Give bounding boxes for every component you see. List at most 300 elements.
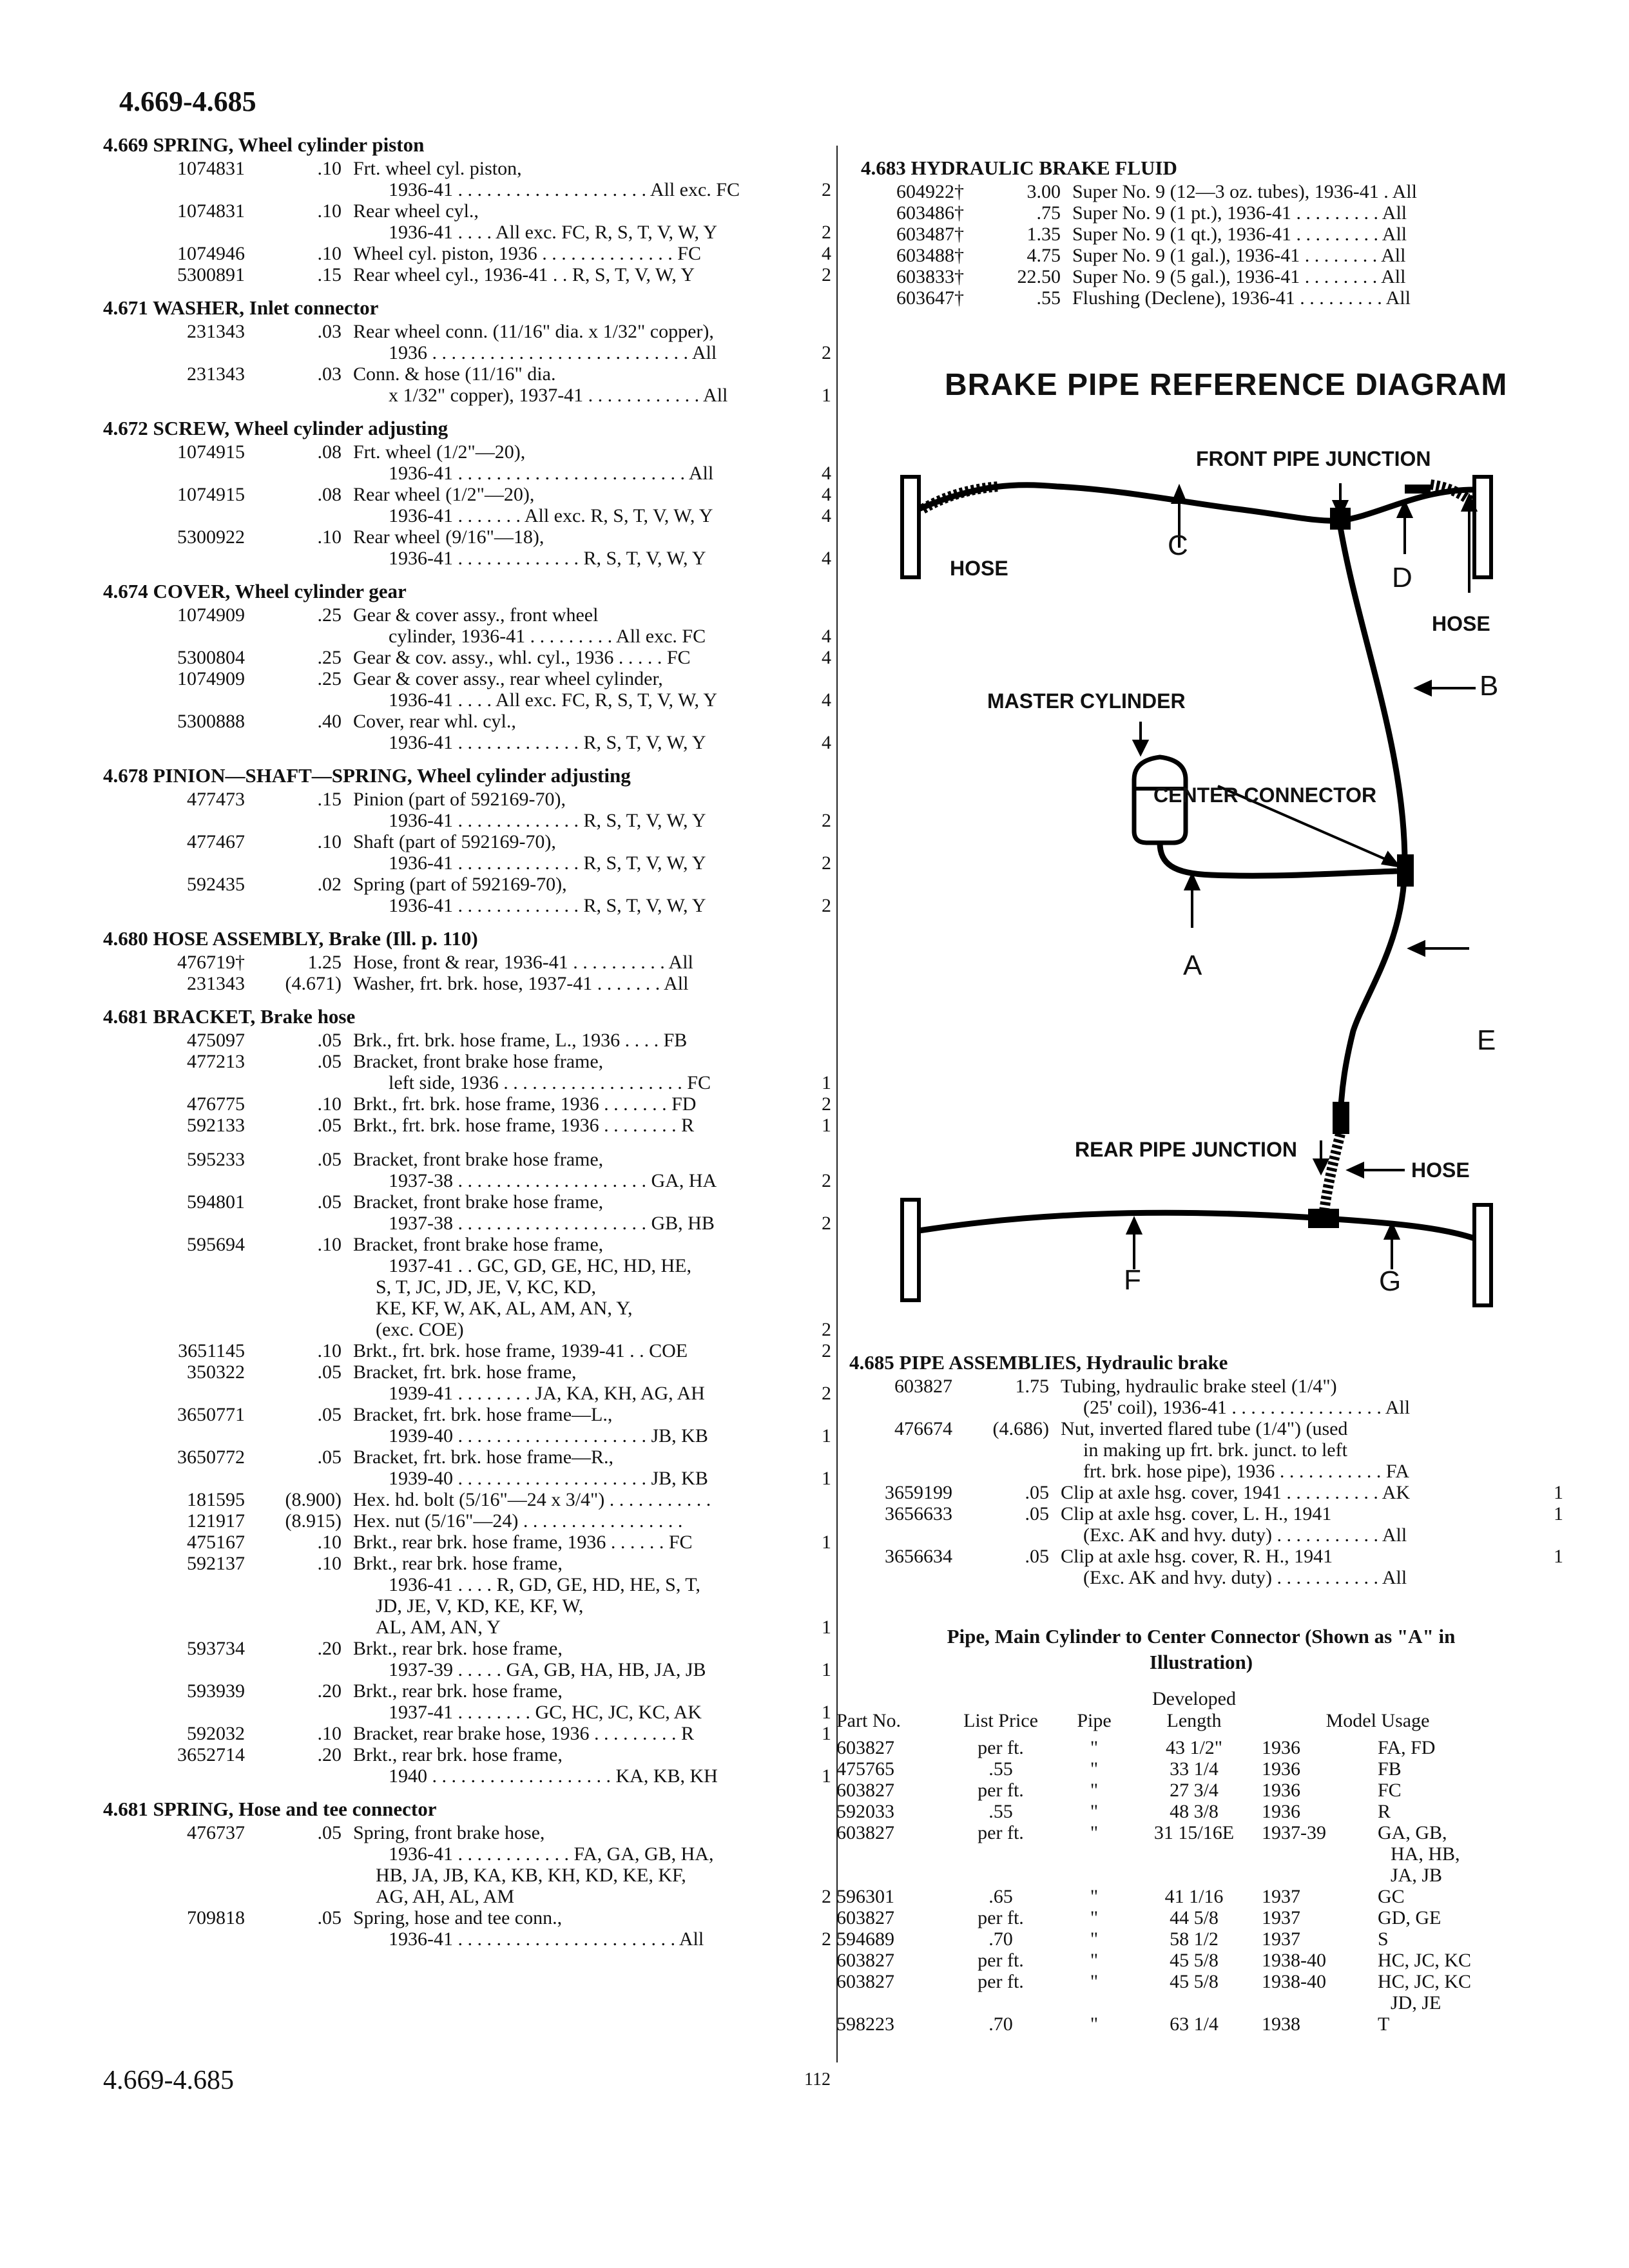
list-price: per ft. bbox=[978, 1822, 1024, 1843]
list-price: .20 bbox=[317, 1638, 342, 1659]
part-number: 3652714 bbox=[177, 1744, 245, 1765]
pipe-table-row bbox=[836, 1907, 1494, 1928]
description-line: Frt. wheel cyl. piston, bbox=[353, 158, 522, 179]
part-entry bbox=[103, 1680, 831, 1723]
part-number: 709818 bbox=[187, 1907, 245, 1928]
list-price: .25 bbox=[317, 604, 342, 626]
part-description bbox=[342, 321, 800, 363]
description-line: 1936-41 . . . . . . . . . . . . . . . . . . . . . . . All bbox=[389, 1928, 704, 1950]
developed-length: 45 5/8 bbox=[1170, 1971, 1219, 1992]
part-number: 477473 bbox=[187, 789, 245, 810]
list-price: .55 bbox=[1036, 287, 1061, 309]
description-line: Brkt., rear brk. hose frame, bbox=[353, 1638, 563, 1659]
description-line: Brkt., frt. brk. hose frame, 1936 . . . . . . . FD bbox=[353, 1093, 697, 1115]
description-line: Wheel cyl. piston, 1936 . . . . . . . . . . . . . . FC bbox=[353, 243, 701, 264]
part-number: 5300891 bbox=[177, 264, 245, 285]
pipe-ditto: " bbox=[1090, 1737, 1099, 1758]
label-hose-left: HOSE bbox=[950, 557, 1008, 580]
label-f: F bbox=[1124, 1264, 1141, 1296]
list-price: .10 bbox=[317, 526, 342, 548]
description-line: KE, KF, W, AK, AL, AM, AN, Y, bbox=[376, 1298, 633, 1319]
part-entry bbox=[103, 363, 831, 406]
description-line: Flushing (Declene), 1936-41 . . . . . . . . . All bbox=[1072, 287, 1411, 309]
pipe-ditto: " bbox=[1090, 1950, 1099, 1971]
quantity: 4 bbox=[822, 243, 831, 264]
part-entry bbox=[849, 1546, 1563, 1588]
part-number: 231343 bbox=[187, 973, 245, 994]
part-number: 3651145 bbox=[178, 1340, 245, 1361]
front-axle-pipe bbox=[919, 485, 1474, 521]
part-entry bbox=[849, 1376, 1563, 1418]
label-front-pipe-junction: FRONT PIPE JUNCTION bbox=[1196, 447, 1431, 470]
model-year: 1937 bbox=[1262, 1907, 1300, 1928]
part-entry bbox=[103, 831, 831, 874]
description-line: Hex. hd. bolt (5/16"—24 x 3/4") . . . . . . . . . . . bbox=[353, 1489, 711, 1510]
list-price: .10 bbox=[317, 243, 342, 264]
list-price: .40 bbox=[317, 711, 342, 732]
description-line: 1939-40 . . . . . . . . . . . . . . . . . . . . JB, KB bbox=[389, 1468, 708, 1489]
list-price: .10 bbox=[317, 1723, 342, 1744]
part-description bbox=[1061, 202, 1531, 224]
pipe-table-row bbox=[836, 1886, 1494, 1907]
list-price: 1.35 bbox=[1027, 224, 1061, 245]
page-number: 112 bbox=[804, 2070, 831, 2090]
part-description bbox=[342, 526, 800, 569]
part-number: 592133 bbox=[187, 1115, 245, 1136]
model-usage-line: GA, GB, bbox=[1378, 1822, 1447, 1843]
list-price: .05 bbox=[1025, 1546, 1049, 1567]
description-line: 1937-38 . . . . . . . . . . . . . . . . . . . . GB, HB bbox=[389, 1213, 715, 1234]
part-entry bbox=[103, 1234, 831, 1340]
part-entry bbox=[103, 973, 831, 994]
pipe-table bbox=[836, 1688, 1494, 2035]
part-description bbox=[342, 604, 800, 647]
list-price: .25 bbox=[317, 668, 342, 689]
model-usage-line: JA, JB bbox=[1391, 1865, 1443, 1886]
part-number: 231343 bbox=[187, 321, 245, 342]
list-price: .10 bbox=[317, 1532, 342, 1553]
description-line: JD, JE, V, KD, KE, KF, W, bbox=[376, 1595, 584, 1617]
section-title: 4.680 HOSE ASSEMBLY, Brake (Ill. p. 110) bbox=[103, 927, 478, 950]
part-entry bbox=[103, 321, 831, 363]
part-number: 350322 bbox=[187, 1361, 245, 1383]
list-price: .55 bbox=[988, 1801, 1013, 1822]
part-number: 476674 bbox=[894, 1418, 952, 1439]
list-price: (8.915) bbox=[285, 1510, 342, 1532]
developed-length: 41 1/16 bbox=[1164, 1886, 1224, 1907]
model-usage-line: JD, JE bbox=[1391, 1992, 1441, 2013]
description-line: Bracket, front brake hose frame, bbox=[353, 1234, 604, 1255]
part-entry bbox=[103, 1340, 831, 1361]
developed-length: 63 1/4 bbox=[1170, 2013, 1219, 2035]
part-entry bbox=[103, 1191, 831, 1234]
label-c: C bbox=[1168, 530, 1188, 561]
part-description bbox=[1061, 287, 1531, 309]
description-line: Super No. 9 (12—3 oz. tubes), 1936-41 . All bbox=[1072, 181, 1417, 202]
part-number: 592435 bbox=[187, 874, 245, 895]
quantity: 2 bbox=[822, 1093, 831, 1115]
part-description bbox=[342, 1051, 800, 1093]
part-entry bbox=[103, 668, 831, 711]
part-entry bbox=[103, 1361, 831, 1404]
part-number: 3659199 bbox=[885, 1482, 952, 1503]
description-line: 1936-41 . . . . . . . . . . . . . R, S, T, V, W, Y bbox=[389, 895, 706, 916]
model-usage-line: HC, JC, KC bbox=[1378, 1971, 1472, 1992]
model-usage-line: FB bbox=[1378, 1758, 1402, 1780]
model-usage bbox=[1378, 1950, 1494, 1971]
quantity: 1 bbox=[822, 1425, 831, 1446]
quantity: 1 bbox=[822, 385, 831, 406]
part-number: 593734 bbox=[187, 1638, 245, 1659]
description-line: Frt. wheel (1/2"—20), bbox=[353, 441, 526, 463]
right-column-pipes bbox=[849, 1352, 1563, 1588]
diagram-title: BRAKE PIPE REFERENCE DIAGRAM bbox=[945, 368, 1508, 402]
part-number: 595694 bbox=[187, 1234, 245, 1255]
label-b: B bbox=[1480, 670, 1499, 702]
list-price: .75 bbox=[1036, 202, 1061, 224]
model-year: 1937 bbox=[1262, 1886, 1300, 1907]
part-entry bbox=[103, 1907, 831, 1950]
quantity: 1 bbox=[822, 1723, 831, 1744]
quantity: 2 bbox=[822, 1383, 831, 1404]
quantity: 4 bbox=[822, 689, 831, 711]
part-entry bbox=[861, 224, 1563, 245]
model-usage bbox=[1378, 1886, 1494, 1907]
label-a: A bbox=[1183, 950, 1202, 981]
list-price: .03 bbox=[317, 321, 342, 342]
model-year: 1936 bbox=[1262, 1758, 1300, 1780]
section-title: 4.683 HYDRAULIC BRAKE FLUID bbox=[861, 157, 1177, 179]
description-line: Super No. 9 (5 gal.), 1936-41 . . . . . . . . All bbox=[1072, 266, 1406, 287]
part-number: 594689 bbox=[836, 1928, 894, 1950]
center-connector bbox=[1397, 854, 1414, 887]
part-entry bbox=[103, 1532, 831, 1553]
list-price: (4.671) bbox=[285, 973, 342, 994]
description-line: Rear wheel cyl., 1936-41 . . R, S, T, V, W, Y bbox=[353, 264, 695, 285]
part-number: 592137 bbox=[187, 1553, 245, 1574]
description-line: Hex. nut (5/16"—24) . . . . . . . . . . . . . . . . . bbox=[353, 1510, 683, 1532]
developed-length: 45 5/8 bbox=[1170, 1950, 1219, 1971]
list-price: .65 bbox=[988, 1886, 1013, 1907]
part-number: 603487† bbox=[896, 224, 964, 245]
quantity: 4 4 bbox=[822, 484, 831, 526]
part-description bbox=[342, 200, 800, 243]
description-line: Rear wheel (1/2"—20), bbox=[353, 484, 535, 505]
model-year: 1938-40 bbox=[1262, 1971, 1326, 1992]
pipe-ditto: " bbox=[1090, 1928, 1099, 1950]
quantity: 4 bbox=[822, 647, 831, 668]
part-entry bbox=[103, 264, 831, 285]
quantity: 1 bbox=[1554, 1482, 1563, 1503]
developed-length: 58 1/2 bbox=[1170, 1928, 1219, 1950]
part-number: 5300804 bbox=[177, 647, 245, 668]
part-entry bbox=[849, 1503, 1563, 1546]
description-line: Hose, front & rear, 1936-41 . . . . . . . . . . All bbox=[353, 952, 693, 973]
model-usage-line: S bbox=[1378, 1928, 1389, 1950]
description-line: Brkt., frt. brk. hose frame, 1939-41 . . COE bbox=[353, 1340, 688, 1361]
description-line: 1936-41 . . . . . . . . . . . . . . . . . . . . . . . . All bbox=[389, 463, 714, 484]
quantity: 4 bbox=[822, 463, 831, 484]
description-line: Spring, front brake hose, bbox=[353, 1822, 545, 1843]
model-usage bbox=[1378, 1928, 1494, 1950]
part-number: 592033 bbox=[836, 1801, 894, 1822]
quantity bbox=[1531, 1376, 1563, 1418]
list-price: .05 bbox=[1025, 1482, 1049, 1503]
part-entry bbox=[103, 441, 831, 484]
part-entry bbox=[103, 647, 831, 668]
main-pipe-b-e bbox=[1340, 527, 1405, 1128]
part-entry bbox=[103, 484, 831, 526]
part-number: 603827 bbox=[836, 1822, 894, 1843]
section-title: 4.674 COVER, Wheel cylinder gear bbox=[103, 580, 407, 602]
quantity: 1 bbox=[822, 1115, 831, 1136]
pipe-ditto: " bbox=[1090, 1886, 1099, 1907]
part-number: 475097 bbox=[187, 1030, 245, 1051]
part-number: 603827 bbox=[836, 1907, 894, 1928]
quantity: 1 bbox=[822, 1617, 831, 1638]
part-description bbox=[342, 1191, 800, 1234]
list-price: .15 bbox=[317, 789, 342, 810]
description-line: Shaft (part of 592169-70), bbox=[353, 831, 556, 852]
pipe-table-heading bbox=[838, 1624, 1565, 1675]
label-master-cylinder: MASTER CYLINDER bbox=[987, 689, 1186, 713]
section-title: 4.678 PINION—SHAFT—SPRING, Wheel cylinder adjusting bbox=[103, 764, 631, 787]
model-usage bbox=[1378, 1801, 1494, 1822]
part-description bbox=[1061, 181, 1531, 202]
list-price: .10 bbox=[317, 1093, 342, 1115]
part-number: 1074915 bbox=[177, 441, 245, 463]
description-line: 1940 . . . . . . . . . . . . . . . . . . . KA, KB, KH bbox=[389, 1765, 718, 1787]
developed-length: 44 5/8 bbox=[1170, 1907, 1219, 1928]
front-right-wheel bbox=[1474, 477, 1491, 577]
left-column bbox=[103, 134, 831, 1950]
part-number: 603833† bbox=[896, 266, 964, 287]
model-usage bbox=[1378, 1822, 1494, 1886]
right-column-fluid bbox=[861, 157, 1563, 309]
description-line: Rear wheel (9/16"—18), bbox=[353, 526, 545, 548]
part-description bbox=[342, 952, 800, 973]
label-e: E bbox=[1477, 1024, 1496, 1056]
part-description bbox=[342, 831, 800, 874]
list-price: (8.900) bbox=[285, 1489, 342, 1510]
part-number: 476775 bbox=[187, 1093, 245, 1115]
page-footer: 4.669-4.685 bbox=[103, 2066, 234, 2095]
description-line: Rear wheel cyl., bbox=[353, 200, 479, 222]
model-year: 1936 bbox=[1262, 1780, 1300, 1801]
part-number: 476719† bbox=[177, 952, 245, 973]
part-number: 5300922 bbox=[177, 526, 245, 548]
part-number: 121917 bbox=[187, 1510, 245, 1532]
quantity bbox=[1531, 1418, 1563, 1482]
model-usage bbox=[1378, 1971, 1494, 2013]
description-line: AL, AM, AN, Y bbox=[376, 1617, 501, 1638]
description-line: 1937-41 . . GC, GD, GE, HC, HD, HE, bbox=[389, 1255, 691, 1276]
description-line: 1936-41 . . . . . . . . . . . . . . . . . . . . All exc. FC bbox=[389, 179, 740, 200]
developed-length: 27 3/4 bbox=[1170, 1780, 1219, 1801]
part-description bbox=[1061, 224, 1531, 245]
description-line: 1936-41 . . . . All exc. FC, R, S, T, V, W, Y bbox=[389, 689, 718, 711]
list-price: .03 bbox=[317, 363, 342, 385]
part-description bbox=[342, 973, 800, 994]
description-line: Bracket, frt. brk. hose frame—L., bbox=[353, 1404, 613, 1425]
rear-hose bbox=[1324, 1134, 1340, 1211]
part-entry bbox=[103, 1510, 831, 1532]
part-number: 603827 bbox=[836, 1737, 894, 1758]
description-line: Bracket, frt. brk. hose frame, bbox=[353, 1361, 577, 1383]
description-line: Super No. 9 (1 gal.), 1936-41 . . . . . . . . All bbox=[1072, 245, 1406, 266]
description-line: 1939-40 . . . . . . . . . . . . . . . . . . . . JB, KB bbox=[389, 1425, 708, 1446]
list-price: .05 bbox=[317, 1051, 342, 1072]
list-price: .10 bbox=[317, 831, 342, 852]
part-entry bbox=[103, 200, 831, 243]
list-price: per ft. bbox=[978, 1780, 1024, 1801]
pipe-table-row bbox=[836, 1758, 1494, 1780]
list-price: (4.686) bbox=[992, 1418, 1049, 1439]
part-entry bbox=[103, 243, 831, 264]
part-description bbox=[342, 1822, 800, 1907]
model-usage-line: HC, JC, KC bbox=[1378, 1950, 1472, 1971]
quantity: 2 bbox=[822, 1886, 831, 1907]
part-description bbox=[342, 158, 800, 200]
quantity: 1 bbox=[822, 1072, 831, 1093]
list-price: 22.50 bbox=[1017, 266, 1061, 287]
col-part-no: Part No. bbox=[836, 1710, 901, 1731]
part-description bbox=[342, 874, 800, 916]
col-developed: Developed bbox=[1152, 1688, 1236, 1709]
part-number: 3650771 bbox=[177, 1404, 245, 1425]
col-model-usage: Model Usage bbox=[1325, 1710, 1430, 1731]
part-entry bbox=[103, 1638, 831, 1680]
part-entry bbox=[103, 711, 831, 753]
section-title: 4.681 BRACKET, Brake hose bbox=[103, 1005, 356, 1028]
pipe-ditto: " bbox=[1090, 1780, 1099, 1801]
label-d: D bbox=[1392, 562, 1412, 593]
part-description bbox=[342, 1510, 800, 1532]
part-entry bbox=[103, 1744, 831, 1787]
developed-length: 48 3/8 bbox=[1170, 1801, 1219, 1822]
label-rear-pipe-junction: REAR PIPE JUNCTION bbox=[1075, 1138, 1297, 1161]
description-line: Bracket, frt. brk. hose frame—R., bbox=[353, 1446, 614, 1468]
part-description bbox=[342, 789, 800, 831]
part-number: 593939 bbox=[187, 1680, 245, 1702]
description-line: frt. brk. hose pipe), 1936 . . . . . . . . . . . FA bbox=[1083, 1461, 1410, 1482]
description-line: Bracket, front brake hose frame, bbox=[353, 1051, 604, 1072]
description-line: Nut, inverted flared tube (1/4") (used bbox=[1061, 1418, 1348, 1439]
list-price: .08 bbox=[317, 484, 342, 505]
part-number: 594801 bbox=[187, 1191, 245, 1213]
quantity: 1 bbox=[822, 1468, 831, 1489]
description-line: Clip at axle hsg. cover, 1941 . . . . . . . . . . AK bbox=[1061, 1482, 1411, 1503]
description-line: 1937-38 . . . . . . . . . . . . . . . . . . . . GA, HA bbox=[389, 1170, 717, 1191]
description-line: Clip at axle hsg. cover, L. H., 1941 bbox=[1061, 1503, 1332, 1524]
description-line: 1936-41 . . . . . . . . . . . . . R, S, T, V, W, Y bbox=[389, 810, 706, 831]
part-entry bbox=[103, 1723, 831, 1744]
model-year: 1936 bbox=[1262, 1801, 1300, 1822]
list-price: per ft. bbox=[978, 1971, 1024, 1992]
part-entry bbox=[861, 181, 1563, 202]
pipe-table-heading-line1: Pipe, Main Cylinder to Center Connector (Shown as "A" in bbox=[947, 1625, 1456, 1648]
description-line: 1936-41 . . . . . . . . . . . . . R, S, T, V, W, Y bbox=[389, 732, 706, 753]
part-entry bbox=[103, 158, 831, 200]
part-description bbox=[1061, 245, 1531, 266]
description-line: Bracket, front brake hose frame, bbox=[353, 1149, 604, 1170]
part-number: 475167 bbox=[187, 1532, 245, 1553]
part-description bbox=[342, 1744, 800, 1787]
list-price: 1.75 bbox=[1015, 1376, 1049, 1397]
description-line: Brk., frt. brk. hose frame, L., 1936 . . . . FB bbox=[353, 1030, 688, 1051]
part-number: 604922† bbox=[896, 181, 964, 202]
quantity: 1 bbox=[1554, 1546, 1563, 1567]
model-usage-line: HA, HB, bbox=[1391, 1843, 1460, 1865]
part-entry bbox=[861, 287, 1563, 309]
part-entry bbox=[103, 526, 831, 569]
quantity: 1 bbox=[1554, 1503, 1563, 1524]
part-entry bbox=[103, 1489, 831, 1510]
description-line: 1936-41 . . . . R, GD, GE, HD, HE, S, T, bbox=[389, 1574, 700, 1595]
quantity: 2 bbox=[822, 852, 831, 874]
part-description bbox=[342, 1115, 800, 1136]
part-description bbox=[342, 1489, 800, 1510]
part-number: 1074831 bbox=[177, 200, 245, 222]
pipe-table-row bbox=[836, 1801, 1494, 1822]
part-description bbox=[1049, 1376, 1531, 1418]
part-number: 1074831 bbox=[177, 158, 245, 179]
part-description bbox=[342, 1093, 800, 1115]
part-number: 181595 bbox=[187, 1489, 245, 1510]
pipe-table-row bbox=[836, 2013, 1494, 2035]
part-entry bbox=[849, 1482, 1563, 1503]
description-line: HB, JA, JB, KA, KB, KH, KD, KE, KF, bbox=[376, 1865, 686, 1886]
quantity: 4 bbox=[822, 732, 831, 753]
list-price: per ft. bbox=[978, 1950, 1024, 1971]
model-usage-line: GD, GE bbox=[1378, 1907, 1441, 1928]
description-line: 1936 . . . . . . . . . . . . . . . . . . . . . . . . . . . All bbox=[389, 342, 717, 363]
quantity: 2 bbox=[822, 1170, 831, 1191]
pipe-ditto: " bbox=[1090, 1801, 1099, 1822]
part-number: 603647† bbox=[896, 287, 964, 309]
part-description bbox=[342, 711, 800, 753]
model-usage bbox=[1378, 1758, 1494, 1780]
page-header: 4.669-4.685 bbox=[119, 86, 256, 117]
section-title: 4.672 SCREW, Wheel cylinder adjusting bbox=[103, 417, 448, 439]
part-entry bbox=[103, 1446, 831, 1489]
description-line: Spring, hose and tee conn., bbox=[353, 1907, 563, 1928]
part-description bbox=[342, 1446, 800, 1489]
list-price: .05 bbox=[1025, 1503, 1049, 1524]
list-price: .10 bbox=[317, 1553, 342, 1574]
model-usage-line: T bbox=[1378, 2013, 1390, 2035]
description-line: Cover, rear whl. cyl., bbox=[353, 711, 516, 732]
front-right-fitting bbox=[1405, 485, 1431, 494]
part-number: 603827 bbox=[836, 1780, 894, 1801]
part-description bbox=[342, 1907, 800, 1950]
model-usage bbox=[1378, 1732, 1494, 1758]
col-list-price: List Price bbox=[963, 1710, 1038, 1731]
pipe-table-row bbox=[836, 1971, 1494, 2013]
quantity: 1 bbox=[822, 1702, 831, 1723]
description-line: Gear & cover assy., front wheel bbox=[353, 604, 599, 626]
model-usage bbox=[1378, 2013, 1494, 2035]
quantity: 1 bbox=[822, 1659, 831, 1680]
part-description bbox=[342, 441, 800, 484]
pipe-table-row bbox=[836, 1928, 1494, 1950]
part-entry bbox=[103, 789, 831, 831]
pipe-ditto: " bbox=[1090, 1907, 1099, 1928]
description-line: Brkt., frt. brk. hose frame, 1936 . . . . . . . . R bbox=[353, 1115, 695, 1136]
list-price: per ft. bbox=[978, 1737, 1024, 1758]
part-description bbox=[342, 363, 800, 406]
description-line: (exc. COE) bbox=[376, 1319, 464, 1340]
